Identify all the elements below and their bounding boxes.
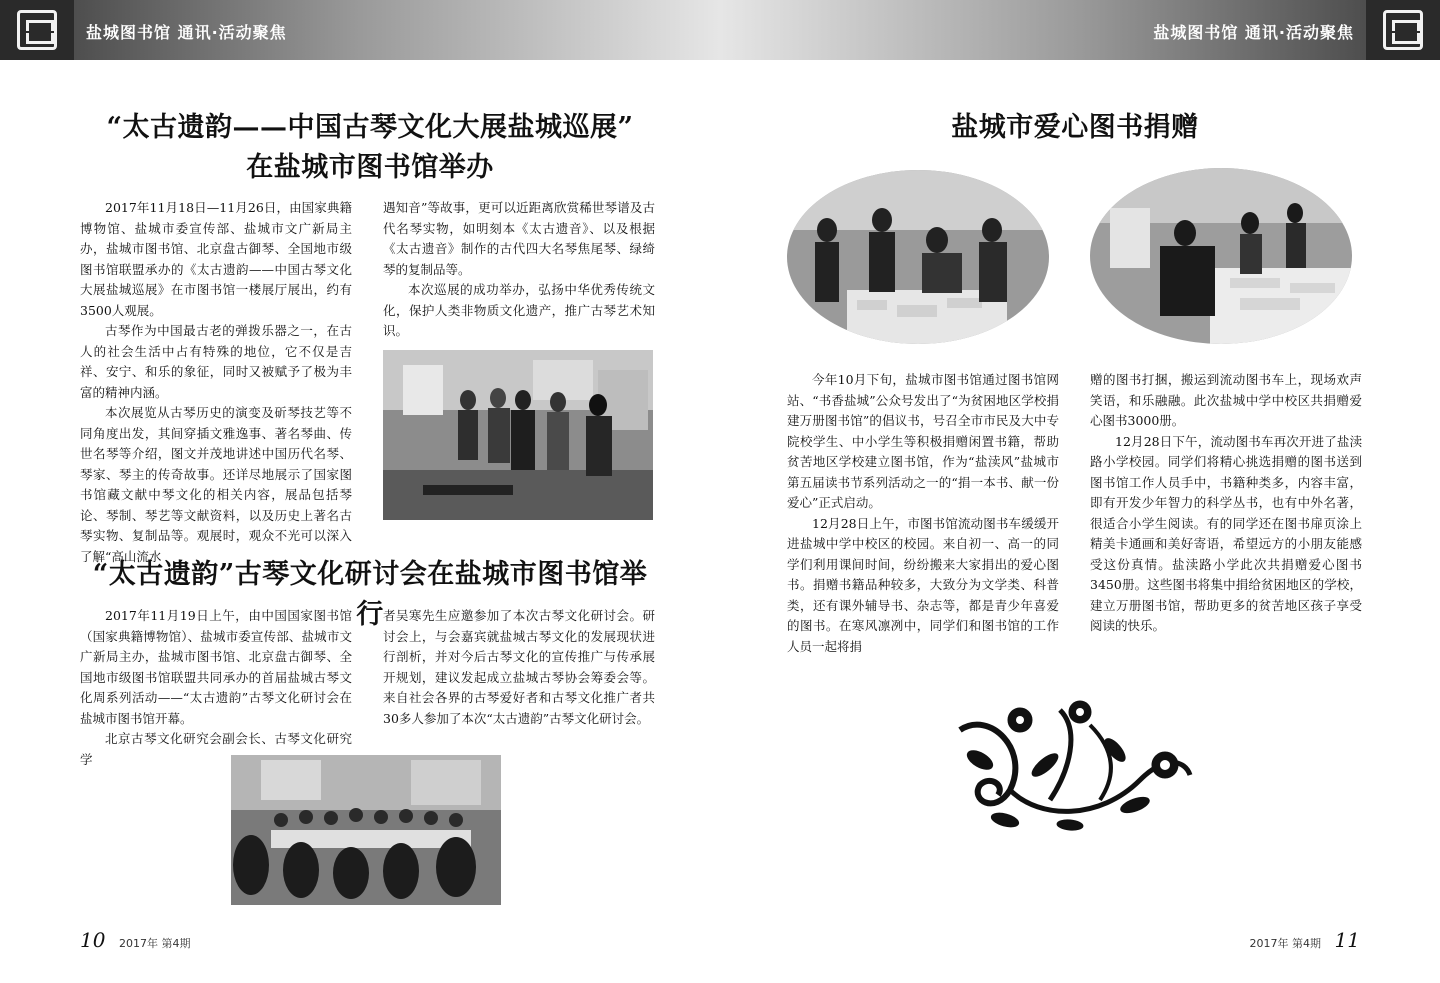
article2-paragraph: 2017年11月19日上午，由中国国家图书馆（国家典籍博物馆）、盐城市委宣传部、盐城市文广新局主办，盐城市图书馆、北京盘古御琴、全国地市级图书馆联盟共同承办的首届盐城古琴文化周系列活动——“太古遗韵”古琴文化研讨会在盐城市图书馆开幕。 <box>80 608 352 726</box>
article1-paragraph: 古琴作为中国最古老的弹拨乐器之一，在古人的社会生活中占有特殊的地位，它不仅是吉祥、安宁、和乐的象征，同时又被赋予了极为丰富的精神内涵。 <box>80 323 352 400</box>
page-number: 10 <box>80 928 106 952</box>
exhibition-photo <box>383 350 653 520</box>
donation-paragraph: 12月28日下午，流动图书车再次开进了盐渎路小学校园。同学们将精心挑选捐赠的图书送到图书馆工作人员手中，书籍种类多，内容丰富，即有开发少年智力的科学丛书，也有中外名著，很适合小学生阅读。有的同学还在图书扉页涂上精美卡通画和美好寄语，希望远方的小朋友能感受这份真情。盐渎路小学此次共捐赠爱心图书3450册。这些图书将集中捐给贫困地区的学校，建立万册图书馆，帮助更多的贫苦地区孩子享受阅读的快乐。 <box>1090 433 1362 633</box>
article2-title: “太古遗韵”古琴文化研讨会在盐城市图书馆举行 <box>92 559 648 630</box>
article2-paragraph: 北京古琴文化研究会副会长、古琴文化研究学 <box>80 731 352 767</box>
article2-column-1 <box>80 606 352 770</box>
donation-paragraph: 今年10月下旬，盐城市图书馆通过图书馆网站、“书香盐城”公众号发出了“为贫困地区学校捐建万册图书馆”的倡议书，号召全市市民及大中专院校学生、中小学生等积极捐赠闲置书籍，帮助贫苦地区学校建立图书馆，作为“盐渎风”盐城市第五届读书节系列活动之一的“捐一本书、献一份爱心”正式启动。 <box>787 372 1059 510</box>
header-left-title: 盐城图书馆 通讯·活动聚焦 <box>86 23 287 42</box>
library-logo-icon <box>0 0 74 60</box>
left-page-footer <box>80 928 190 952</box>
donation-photo-1 <box>787 170 1049 344</box>
article1-paragraph: 2017年11月18日—11月26日，由国家典籍博物馆、盐城市委宣传部、盐城市文广新局主办，盐城市图书馆、北京盘古御琴、全国地市级图书馆联盟承办的《太古遗韵——中国古琴文化大展盐城巡展》在市图书馆一楼展厅展出，约有3500人观展。 <box>80 200 352 318</box>
article1-paragraph: 本次展览从古琴历史的演变及斫琴技艺等不同角度出发，其间穿插文雅逸事、著名琴曲、传世名琴等介绍，图文并茂地讲述中国历代名琴、琴家、琴主的传奇故事。还详尽地展示了国家图书馆藏文献中琴文化的相关内容，展品包括琴论、琴制、琴艺等文献资料，以及历史上著名古琴实物、复制品等。观展时，观众不光可以深入了解“高山流水 <box>80 405 352 564</box>
right-page-footer <box>1250 928 1360 952</box>
article1-paragraph: 本次巡展的成功举办，弘扬中华优秀传统文化，保护人类非物质文化遗产，推广古琴艺术知识。 <box>383 282 655 338</box>
donation-column-2 <box>1090 370 1362 637</box>
article2-column-2 <box>383 606 655 729</box>
page-number: 11 <box>1334 928 1360 952</box>
donation-paragraph: 赠的图书打捆，搬运到流动图书车上，现场欢声笑语，和乐融融。此次盐城中学中校区共捐赠爱心图书3000册。 <box>1090 372 1362 428</box>
library-logo-icon <box>1366 0 1440 60</box>
floral-ornament-icon <box>950 690 1200 840</box>
article2-paragraph: 者吴寒先生应邀参加了本次古琴文化研讨会。研讨会上，与会嘉宾就盐城古琴文化的发展现状进行剖析，并对今后古琴文化的宣传推广与传承展开规划，建议发起成立盐城古琴协会筹委会等。来自社会各界的古琴爱好者和古琴文化推广者共30多人参加了本次“太古遗韵”古琴文化研讨会。 <box>383 608 655 726</box>
header-right-title: 盐城图书馆 通讯·活动聚焦 <box>1153 23 1354 42</box>
article1-column-2 <box>383 198 655 342</box>
issue-label: 2017年 第4期 <box>1249 937 1322 950</box>
article1-title <box>80 108 660 188</box>
donation-photo-2 <box>1090 168 1352 344</box>
page-header <box>0 0 1440 60</box>
article1-paragraph: 遇知音”等故事，更可以近距离欣赏稀世琴谱及古代名琴实物，如明刻本《太古遗音》、以及根据《太古遗音》制作的古代四大名琴焦尾琴、绿绮琴的复制品等。 <box>383 200 655 277</box>
issue-label: 2017年 第4期 <box>118 937 191 950</box>
article1-title-line2: 在盐城市图书馆举办 <box>246 152 494 183</box>
seminar-photo <box>231 755 501 905</box>
article1-title-line1: “太古遗韵——中国古琴文化大展盐城巡展” <box>106 112 634 143</box>
article1-column-1 <box>80 198 352 567</box>
donation-paragraph: 12月28日上午，市图书馆流动图书车缓缓开进盐城中学中校区的校园。来自初一、高一的同学们利用课间时间，纷纷搬来大家捐出的爱心图书。捐赠书籍品种较多，大致分为文学类、科普类，还有课外辅导书、杂志等，都是青少年喜爱的图书。在寒风凛冽中，同学们和图书馆的工作人员一起将捐 <box>787 515 1059 654</box>
donation-column-1 <box>787 370 1059 657</box>
donation-title: 盐城市爱心图书捐赠 <box>951 112 1199 143</box>
